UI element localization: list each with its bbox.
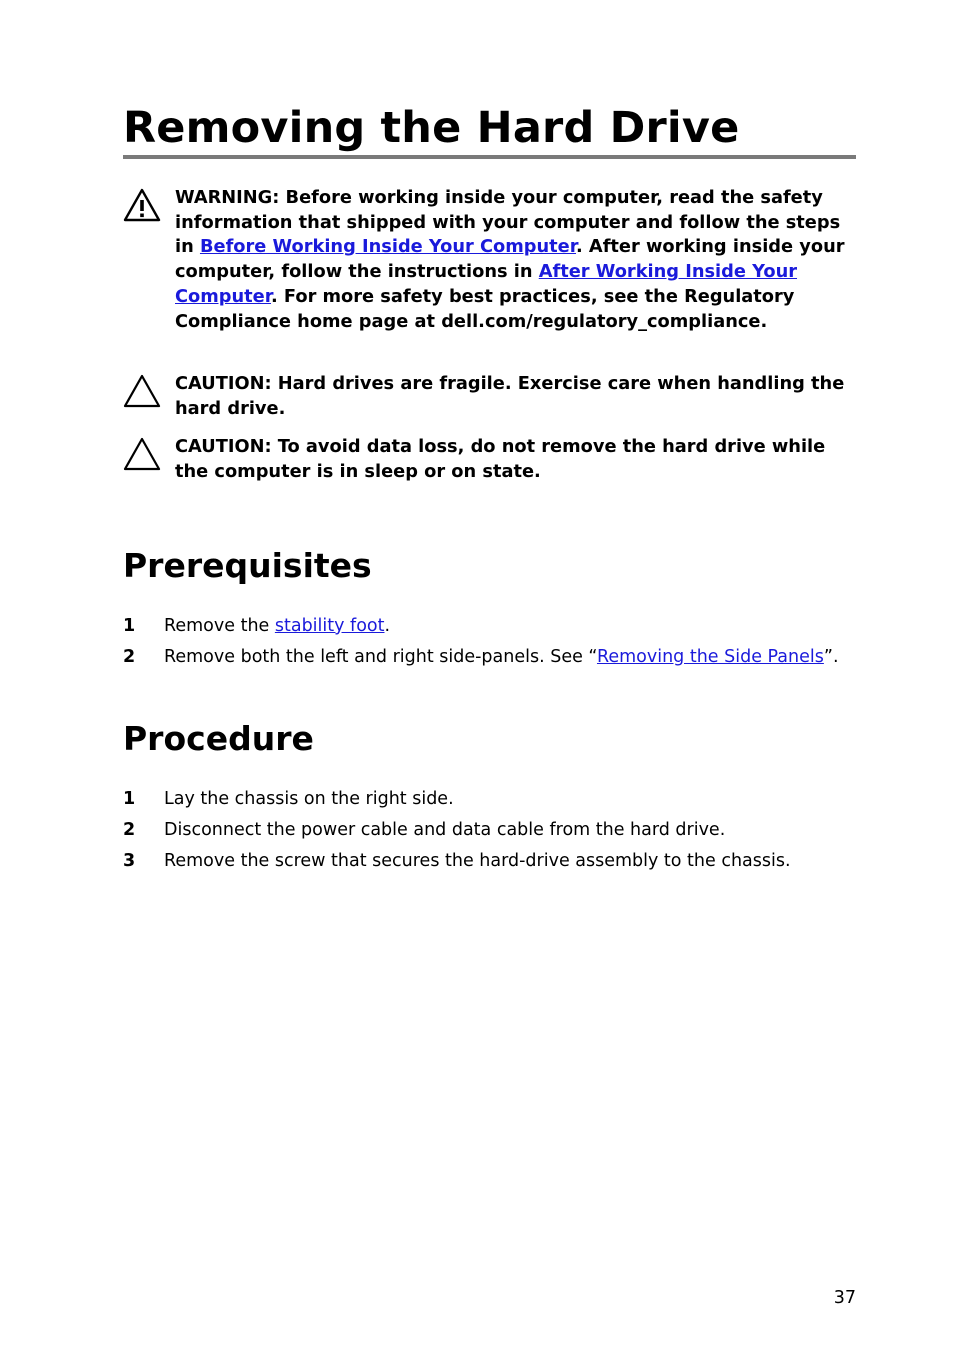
procedure-list <box>123 787 856 880</box>
step-number: 2 <box>123 647 136 667</box>
procedure-heading: Procedure <box>123 719 314 758</box>
caution-notice-fragile <box>123 372 856 421</box>
link-stability-foot[interactable]: stability foot <box>274 616 385 636</box>
link-before-working[interactable]: Before Working Inside Your Computer <box>199 236 576 258</box>
warning-icon <box>123 188 161 222</box>
page-title: Removing the Hard Drive <box>123 103 740 153</box>
step-number: 2 <box>123 820 136 840</box>
title-rule <box>123 155 856 159</box>
step-number: 1 <box>123 789 136 809</box>
step-text: Remove the screw that secures the hard-drive assembly to the chassis. <box>164 851 791 871</box>
step-text: Remove the stability foot. <box>164 616 391 636</box>
step-number: 1 <box>123 616 136 636</box>
list-item <box>123 645 856 670</box>
warning-text: WARNING: Before working inside your computer, read the safety information that shipped with your computer and follow the steps in Before Working Inside Your Computer. After working inside your computer, follow the instructions in After Working Inside Your Computer. For more safety best practices, see the Regulatory Compliance home page at dell.com/regulatory_compliance. <box>175 187 845 332</box>
list-item <box>123 818 856 843</box>
link-after-working[interactable]: After Working Inside Your Computer <box>175 261 798 307</box>
prerequisites-list <box>123 614 856 676</box>
caution-icon <box>123 437 161 471</box>
list-item <box>123 614 856 639</box>
link-removing-side-panels[interactable]: Removing the Side Panels <box>596 647 824 667</box>
step-number: 3 <box>123 851 136 871</box>
page-number: 37 <box>833 1288 856 1308</box>
step-text: Remove both the left and right side-panels. See “Removing the Side Panels”. <box>164 647 839 667</box>
caution-icon <box>123 374 161 408</box>
prerequisites-heading: Prerequisites <box>123 546 372 585</box>
list-item <box>123 787 856 812</box>
step-text: Disconnect the power cable and data cable from the hard drive. <box>164 820 726 840</box>
caution-notice-data-loss <box>123 435 856 484</box>
caution-text-data-loss: CAUTION: To avoid data loss, do not remove the hard drive while the computer is in sleep or on state. <box>175 436 826 482</box>
warning-notice <box>123 186 856 334</box>
list-item <box>123 849 856 874</box>
caution-text-fragile: CAUTION: Hard drives are fragile. Exercise care when handling the hard drive. <box>175 373 845 419</box>
step-text: Lay the chassis on the right side. <box>164 789 454 809</box>
